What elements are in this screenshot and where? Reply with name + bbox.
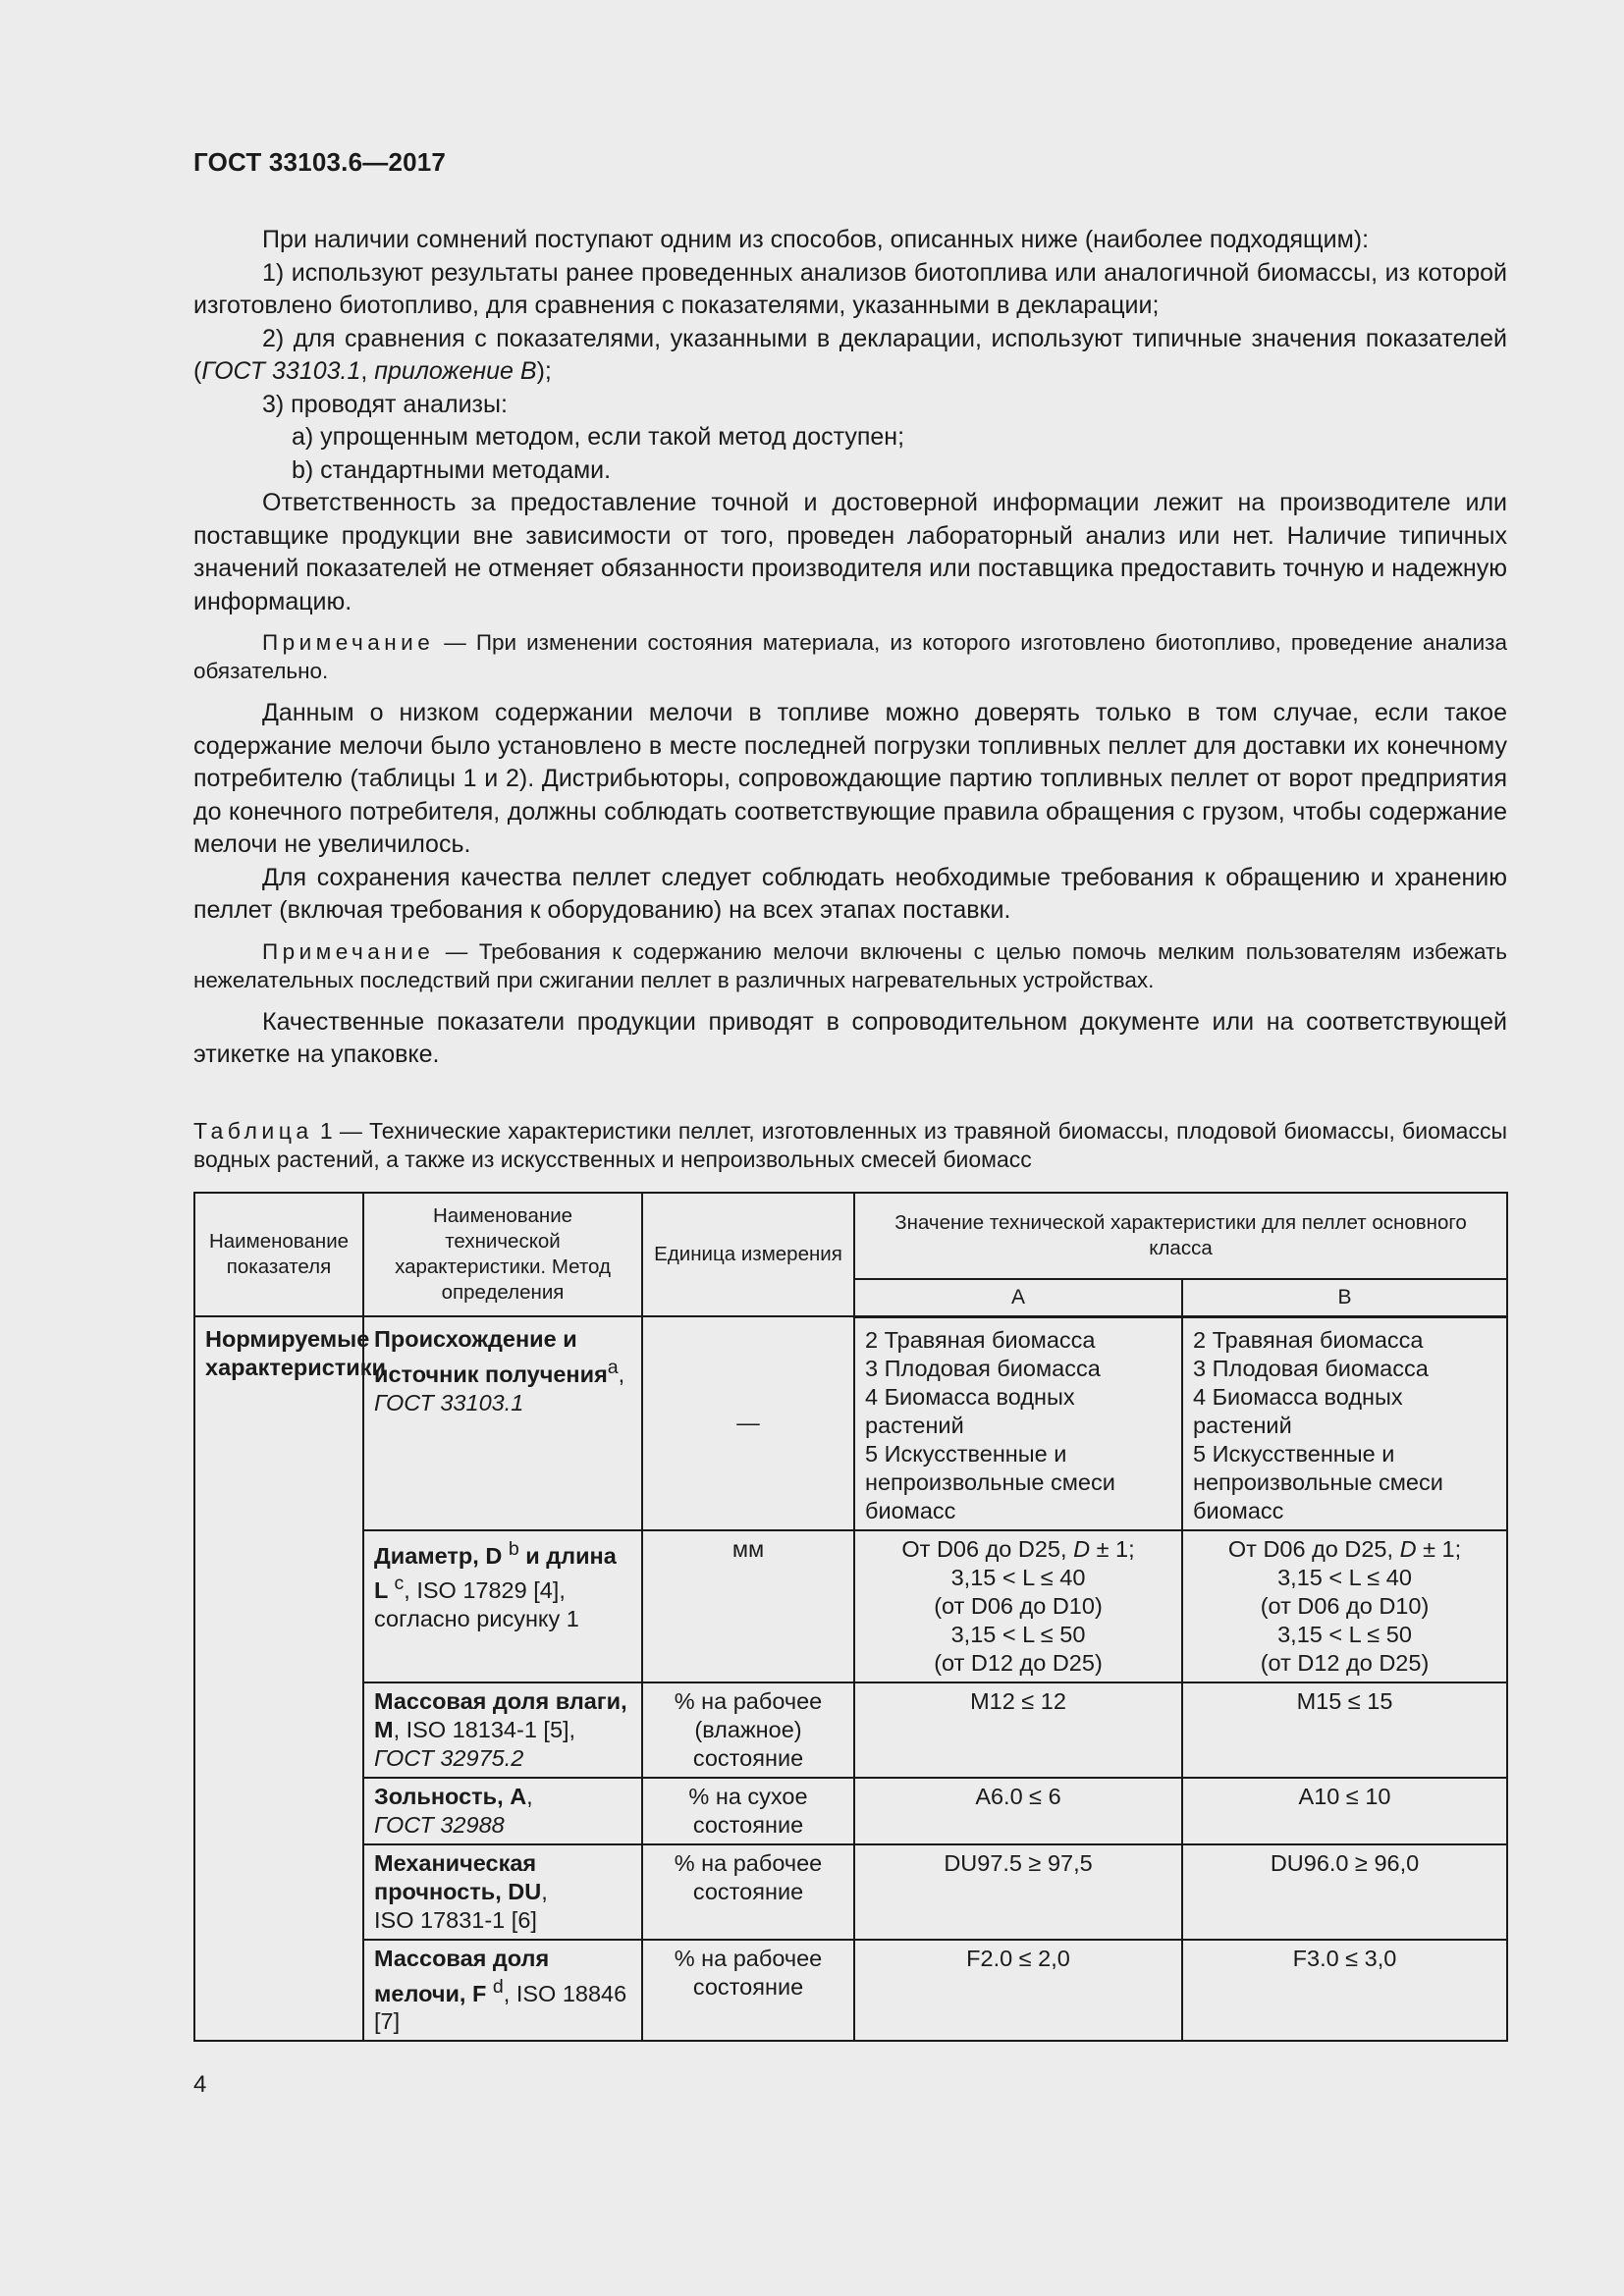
paragraph: Данным о низком содержании мелочи в топливе можно доверять только в том случае, если такое содержание мелочи было установлено в месте последней погрузки топливных пеллет для доставки их конечному потребителю (таблицы 1 и 2). Дистрибьюторы, сопровождающие партию топливных пеллет от ворот предприятия до конечного потребителя, должны соблюдать соответствующие правила обращения с грузом, чтобы содержание мелочи не увеличилось. — [193, 699, 1507, 858]
paragraph: Для сохранения качества пеллет следует соблюдать необходимые требования к обращению и хранению пеллет (включая требования к оборудованию) на всех этапах поставки. — [193, 863, 1507, 924]
characteristic-cell: Массовая доля влаги, M, ISO 18134-1 [5], ГОСТ 32975.2 — [363, 1682, 642, 1778]
value-b-cell: DU96.0 ≥ 96,0 — [1182, 1844, 1507, 1940]
table-caption: Таблица 1 — Технические характеристики пеллет, изготовленных из травяной биомассы, плодовой биомассы, биомассы водных растений, а также из искусственных и непроизвольных смесей биомасс — [193, 1118, 1507, 1172]
list-item: b) стандартными методами. — [292, 455, 612, 484]
unit-cell: % на рабочее состояние — [642, 1844, 854, 1940]
list-item: a) упрощенным методом, если такой метод доступен; — [292, 423, 905, 451]
note: Примечание — Требования к содержанию мелочи включены с целью помочь мелким пользователям избежать нежелательных последствий при сжигании пеллет в различных нагревательных устройствах. — [193, 938, 1507, 992]
characteristics-table — [193, 1192, 1508, 2042]
standard-reference: ГОСТ 33103.1 — [201, 357, 361, 385]
table-row — [194, 1530, 1507, 1682]
characteristic-cell: Происхождение и источник получения$^a$, ГОСТ 33103.1 — [363, 1316, 642, 1530]
value-b-cell: От D06 до D25, D ± 1; 3,15 < L ≤ 40 (от D06 до D10) 3,15 < L ≤ 50 (от D12 до D25) — [1182, 1530, 1507, 1682]
value-a-cell: 2 Травяная биомасса 3 Плодовая биомасса 4 Биомасса водных растений 5 Искусственные и непроизвольные смеси биомасс — [854, 1316, 1182, 1530]
unit-cell: % на сухое состояние — [642, 1778, 854, 1844]
body-text — [193, 224, 1507, 1072]
header-value: Значение технической характеристики для пеллет основного класса — [854, 1193, 1507, 1279]
paragraph: При наличии сомнений поступают одним из способов, описанных ниже (наиболее подходящим): — [262, 226, 1370, 253]
unit-cell: мм — [642, 1530, 854, 1682]
header-class-a: А — [854, 1279, 1182, 1316]
table-row — [194, 1844, 1507, 1940]
paragraph: 1) используют результаты ранее проведенных анализов биотоплива или аналогичной биомассы, из которой изготовлено биотопливо, для сравнения с показателями, указанными в декларации; — [193, 258, 1507, 319]
characteristic-cell: Диаметр, D $^b$ и длина L $^c$, ISO 17829 [4], согласно рисунку 1 — [363, 1530, 642, 1682]
value-b-cell: M15 ≤ 15 — [1182, 1682, 1507, 1778]
header-unit: Единица измерения — [642, 1193, 854, 1316]
header-name: Наименование технической характеристики. Метод определения — [363, 1193, 642, 1316]
note-label: Примечание — [262, 938, 435, 964]
unit-cell: % на рабочее (влажное) состояние — [642, 1682, 854, 1778]
value-a-cell: DU97.5 ≥ 97,5 — [854, 1844, 1182, 1940]
table-row — [194, 1778, 1507, 1844]
value-a-cell: A6.0 ≤ 6 — [854, 1778, 1182, 1844]
unit-cell: % на рабочее состояние — [642, 1940, 854, 2042]
characteristic-cell: Массовая доля мелочи, F $^d$, ISO 18846 [7] — [363, 1940, 642, 2042]
header-class-b: В — [1182, 1279, 1507, 1316]
paragraph: Ответственность за предоставление точной и достоверной информации лежит на производителе или поставщике продукции вне зависимости от того, проведен лабораторный анализ или нет. Наличие типичных значений показателей не отменяет обязанности производителя или поставщика предоставить точную и надежную информацию. — [193, 489, 1507, 615]
value-a-cell: От D06 до D25, D ± 1; 3,15 < L ≤ 40 (от D06 до D10) 3,15 < L ≤ 50 (от D12 до D25) — [854, 1530, 1182, 1682]
paragraph: 3) проводят анализы: — [262, 390, 508, 418]
table-row — [194, 1682, 1507, 1778]
appendix-reference: приложение В — [374, 357, 537, 385]
characteristic-cell: Зольность, A, ГОСТ 32988 — [363, 1778, 642, 1844]
unit-cell: — — [642, 1316, 854, 1530]
note: Примечание — При изменении состояния материала, из которого изготовлено биотопливо, проведение анализа обязательно. — [193, 630, 1507, 683]
note-label: Примечание — [262, 630, 435, 655]
value-a-cell: M12 ≤ 12 — [854, 1682, 1182, 1778]
value-b-cell: F3.0 ≤ 3,0 — [1182, 1940, 1507, 2042]
value-a-cell: F2.0 ≤ 2,0 — [854, 1940, 1182, 2042]
group-cell: Нормируемые характеристики — [194, 1316, 363, 2041]
characteristic-cell: Механическая прочность, DU, ISO 17831-1 [6] — [363, 1844, 642, 1940]
paragraph: 2) для сравнения с показателями, указанными в декларации, используют типичные значения показателей (ГОСТ 33103.1, приложение В); — [193, 324, 1507, 385]
table-row — [194, 1316, 1507, 1530]
value-b-cell: 2 Травяная биомасса 3 Плодовая биомасса 4 Биомасса водных растений 5 Искусственные и непроизвольные смеси биомасс — [1182, 1316, 1507, 1530]
table-row — [194, 1940, 1507, 2042]
value-b-cell: A10 ≤ 10 — [1182, 1778, 1507, 1844]
page-number: 4 — [193, 2071, 207, 2098]
paragraph: Качественные показатели продукции приводят в сопроводительном документе или на соответствующей этикетке на упаковке. — [193, 1007, 1507, 1068]
document-header: ГОСТ 33103.6—2017 — [193, 147, 447, 177]
header-indicator: Наименование показателя — [194, 1193, 363, 1316]
